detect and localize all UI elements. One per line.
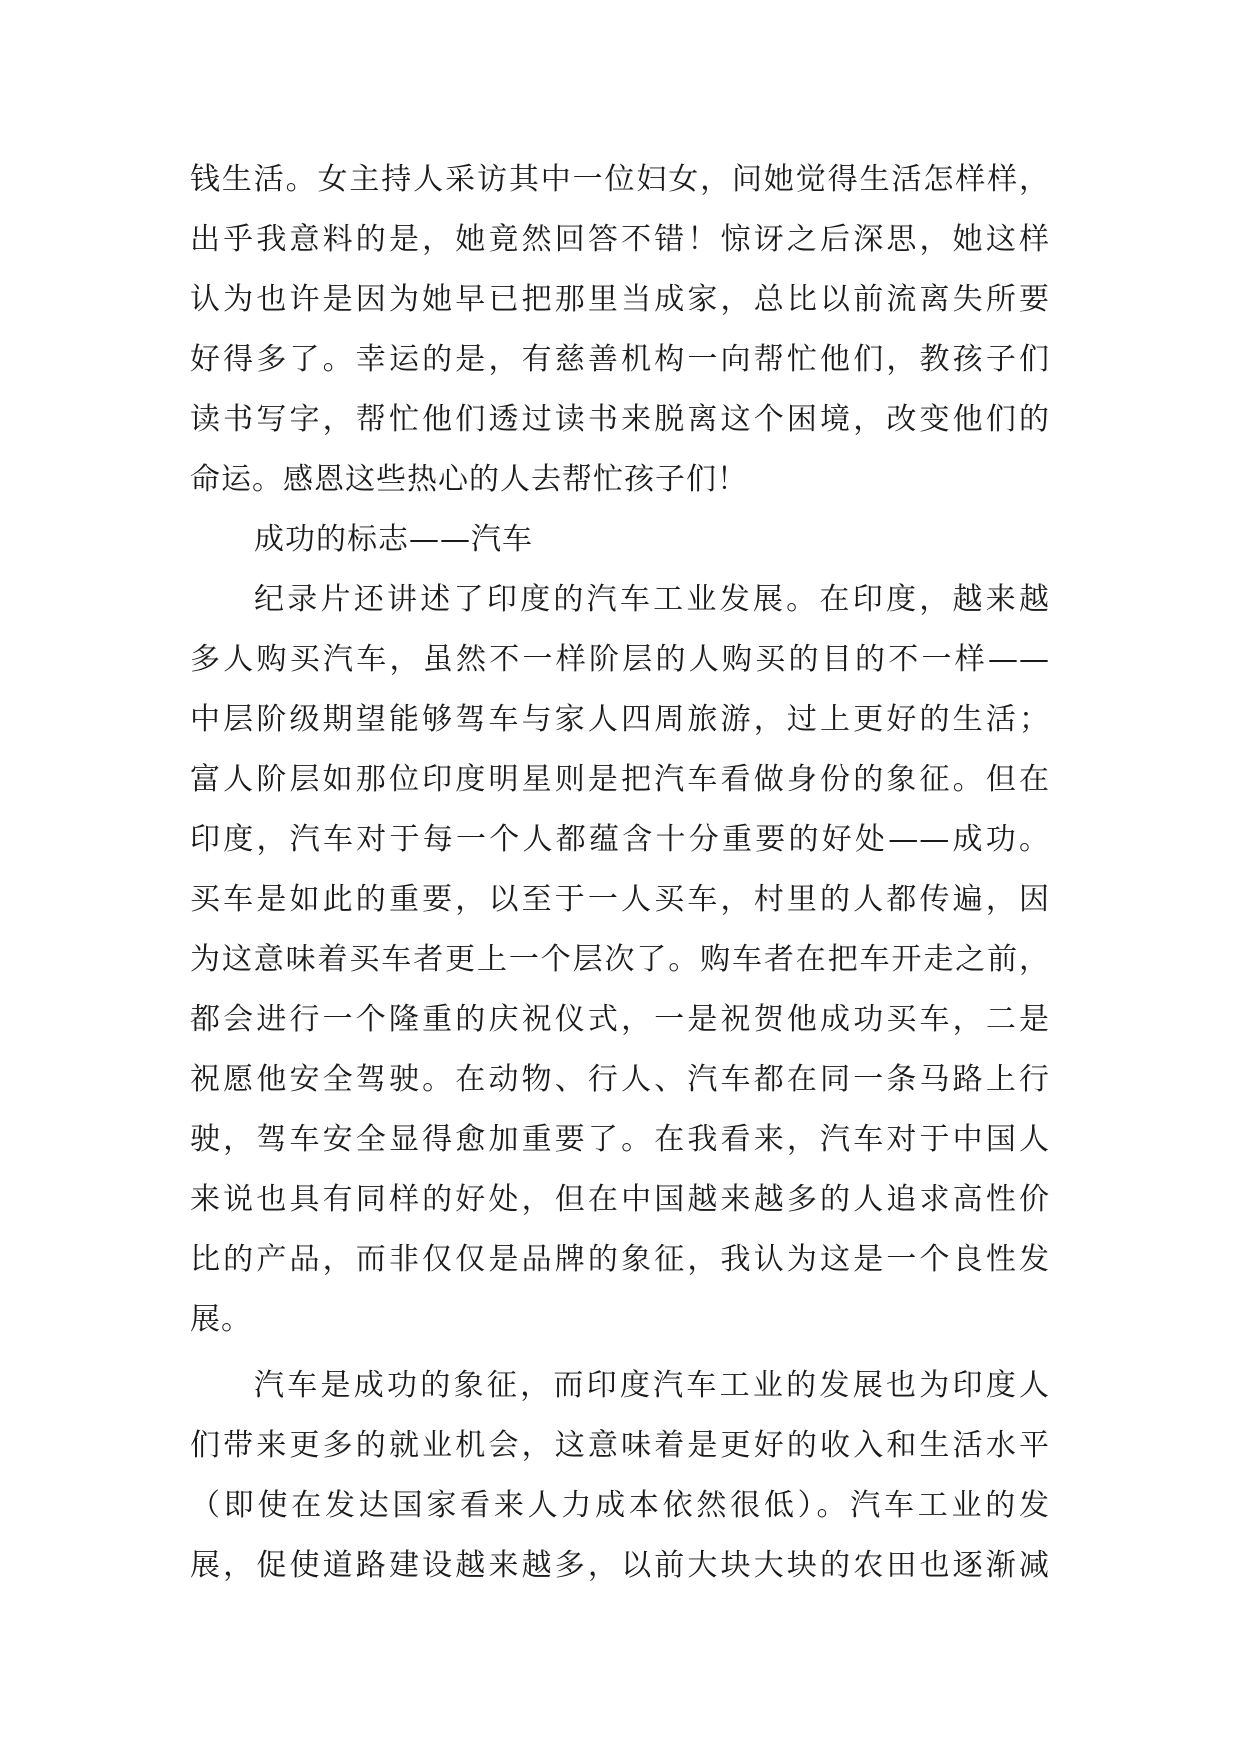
text-line: 比的产品，而非仅仅是品牌的象征，我认为这是一个良性发 [190, 1242, 1050, 1277]
text-line: 展，促使道路建设越来越多，以前大块大块的农田也逐渐减 [190, 1548, 1050, 1583]
text-line: 来说也具有同样的好处，但在中国越来越多的人追求高性价 [190, 1182, 1050, 1217]
section-heading: 成功的标志——汽车 [254, 522, 533, 557]
text-line: 读书写字，帮忙他们透过读书来脱离这个困境，改变他们的 [190, 402, 1050, 437]
text-line: （即使在发达国家看来人力成本依然很低）。汽车工业的发 [190, 1488, 1050, 1523]
text-line: 好得多了。幸运的是，有慈善机构一向帮忙他们，教孩子们 [190, 342, 1050, 377]
document-page [190, 150, 1050, 1596]
paragraph [190, 1356, 1050, 1596]
text-line: 祝愿他安全驾驶。在动物、行人、汽车都在同一条马路上行 [190, 1062, 1050, 1097]
paragraph [190, 150, 1050, 510]
text-line: 命运。感恩这些热心的人去帮忙孩子们！ [190, 462, 748, 497]
text-line: 买车是如此的重要，以至于一人买车，村里的人都传遍，因 [190, 882, 1050, 917]
text-line: 纪录片还讲述了印度的汽车工业发展。在印度，越来越 [254, 582, 1050, 617]
text-line: 富人阶层如那位印度明星则是把汽车看做身份的象征。但在 [190, 762, 1050, 797]
paragraph [190, 570, 1050, 1350]
text-line: 都会进行一个隆重的庆祝仪式，一是祝贺他成功买车，二是 [190, 1002, 1050, 1037]
text-line: 印度，汽车对于每一个人都蕴含十分重要的好处——成功。 [190, 822, 1050, 857]
text-line: 出乎我意料的是，她竟然回答不错！惊讶之后深思，她这样 [190, 222, 1050, 257]
text-line: 展。 [190, 1302, 252, 1337]
text-line: 认为也许是因为她早已把那里当成家，总比以前流离失所要 [190, 282, 1050, 317]
text-line: 多人购买汽车，虽然不一样阶层的人购买的目的不一样—— [190, 642, 1050, 677]
text-line: 驶，驾车安全显得愈加重要了。在我看来，汽车对于中国人 [190, 1122, 1050, 1157]
text-line: 中层阶级期望能够驾车与家人四周旅游，过上更好的生活； [190, 702, 1050, 737]
text-line: 们带来更多的就业机会，这意味着是更好的收入和生活水平 [190, 1428, 1050, 1463]
text-line: 钱生活。女主持人采访其中一位妇女，问她觉得生活怎样样， [190, 162, 1050, 197]
text-line: 为这意味着买车者更上一个层次了。购车者在把车开走之前， [190, 942, 1050, 977]
text-line: 汽车是成功的象征，而印度汽车工业的发展也为印度人 [254, 1368, 1050, 1403]
